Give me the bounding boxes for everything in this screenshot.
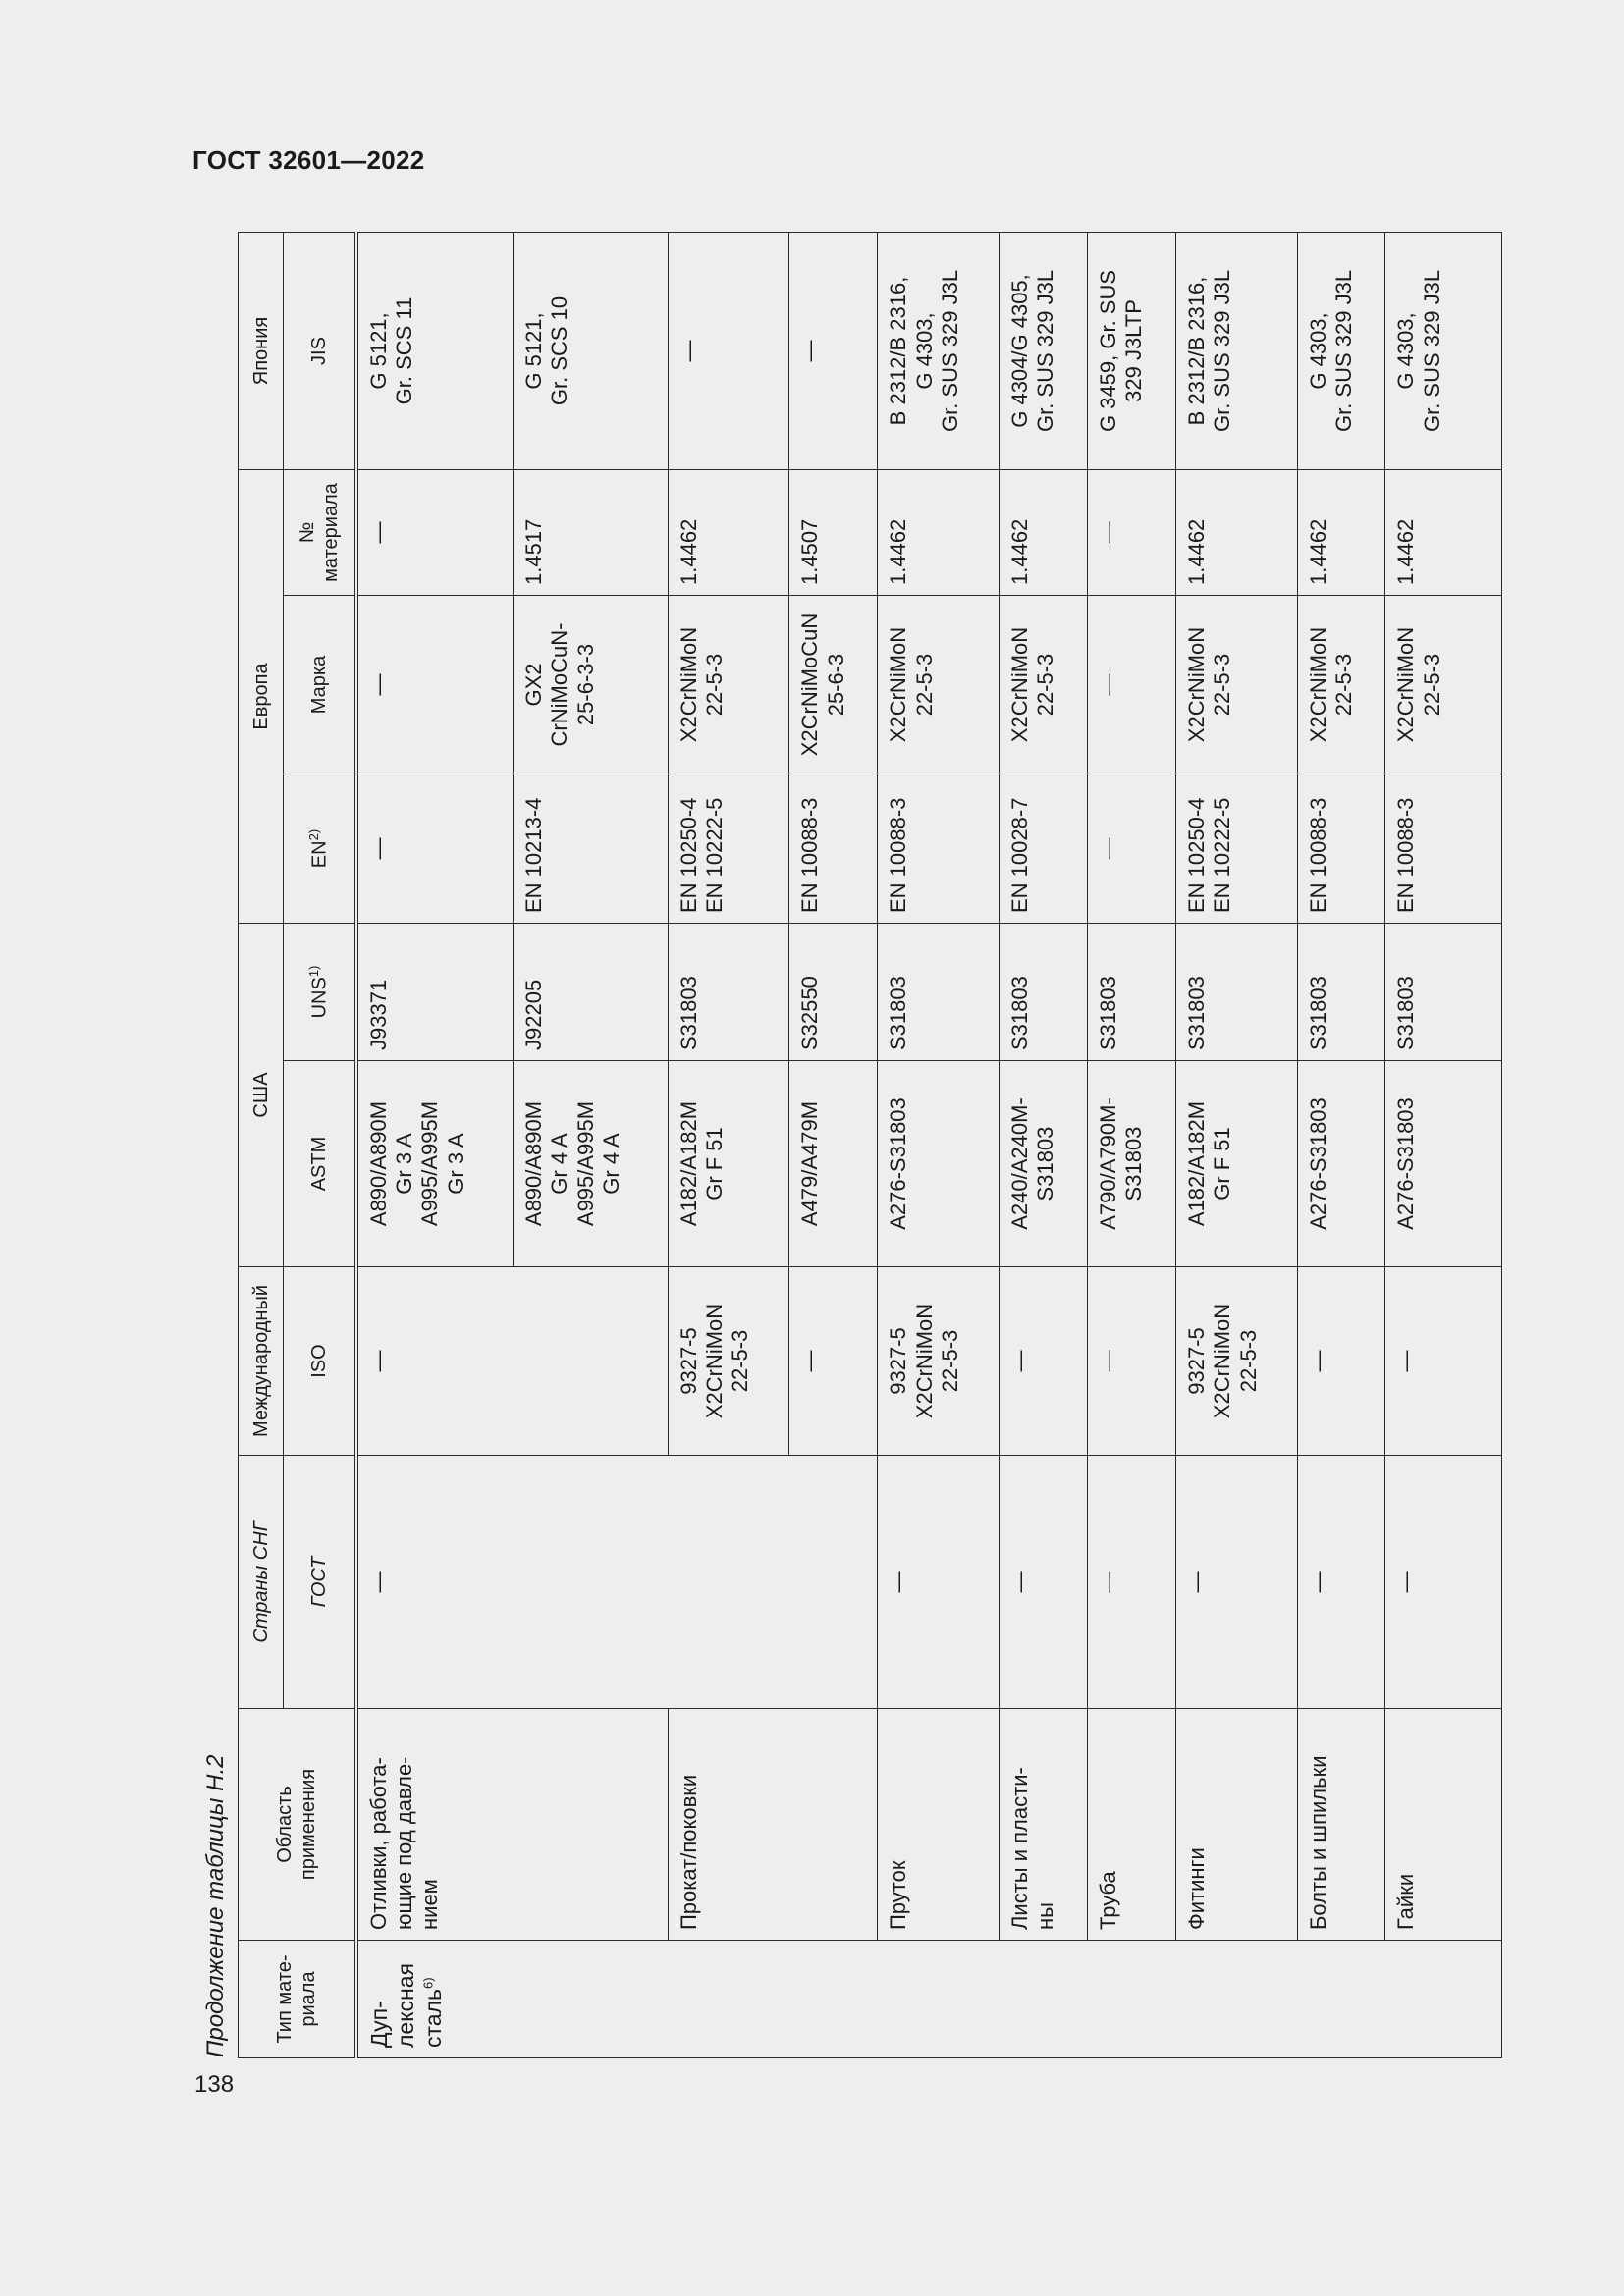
cell-uns: S31803 <box>1175 924 1297 1061</box>
cell-material-no: 1.4462 <box>668 469 789 595</box>
cell-grade: X2CrNiMoN 22-5-3 <box>1385 596 1502 774</box>
cell-grade: — <box>356 596 514 774</box>
cell-en: EN 10250-4 EN 10222-5 <box>1175 774 1297 924</box>
cell-material-no: 1.4507 <box>789 469 878 595</box>
cell-astm: A182/A182M Gr F 51 <box>668 1061 789 1267</box>
cell-en: EN 10088-3 <box>878 774 1000 924</box>
header-application: Область применения <box>239 1709 356 1941</box>
materials-table <box>238 232 1502 2058</box>
cell-astm: A276-S31803 <box>878 1061 1000 1267</box>
header-material-no: № материала <box>284 469 356 595</box>
header-jis: JIS <box>284 232 356 469</box>
table-row <box>1297 232 1385 2057</box>
material-type-text: Дуп- лексная сталь <box>365 1963 446 2048</box>
cell-en: EN 10088-3 <box>1297 774 1385 924</box>
header-uns <box>284 924 356 1061</box>
cell-jis: B 2312/B 2316, G 4303, Gr. SUS 329 J3L <box>878 232 1000 469</box>
header-europe: Европа <box>239 469 284 923</box>
cell-iso: — <box>1000 1267 1088 1456</box>
cell-astm: A276-S31803 <box>1385 1061 1502 1267</box>
cell-iso: — <box>789 1267 878 1456</box>
cell-material-type <box>356 1941 1502 2058</box>
header-astm: ASTM <box>284 1061 356 1267</box>
cell-jis: — <box>789 232 878 469</box>
cell-gost: — <box>1087 1456 1175 1709</box>
cell-grade: GX2 CrNiMoCuN- 25-6-3-3 <box>513 596 668 774</box>
cell-application: Труба <box>1087 1709 1175 1941</box>
cell-iso: 9327-5 X2CrNiMoN 22-5-3 <box>668 1267 789 1456</box>
cell-en: EN 10088-3 <box>1385 774 1502 924</box>
cell-uns: S31803 <box>1297 924 1385 1061</box>
header-uns-text: UNS <box>308 977 331 1019</box>
cell-application: Отливки, работа- ющие под давле- нием <box>356 1709 669 1941</box>
cell-astm: A182/A182M Gr F 51 <box>1175 1061 1297 1267</box>
cell-uns: J92205 <box>513 924 668 1061</box>
header-en-footnote: 2) <box>305 828 321 841</box>
cell-grade: X2CrNiMoN 22-5-3 <box>1000 596 1088 774</box>
table-row <box>1175 232 1297 2057</box>
cell-gost: — <box>1000 1456 1088 1709</box>
cell-material-no: 1.4462 <box>1175 469 1297 595</box>
cell-material-no: 1.4462 <box>878 469 1000 595</box>
cell-gost: — <box>878 1456 1000 1709</box>
cell-jis: G 4304/G 4305, Gr. SUS 329 J3L <box>1000 232 1088 469</box>
header-grade: Марка <box>284 596 356 774</box>
cell-astm: A890/A890M Gr 3 A A995/A995M Gr 3 A <box>356 1061 514 1267</box>
header-cis: Страны СНГ <box>239 1456 284 1709</box>
cell-uns: S32550 <box>789 924 878 1061</box>
cell-material-no: — <box>356 469 514 595</box>
cell-application: Пруток <box>878 1709 1000 1941</box>
cell-gost: — <box>1175 1456 1297 1709</box>
cell-iso: — <box>356 1267 669 1456</box>
cell-iso: 9327-5 X2CrNiMoN 22-5-3 <box>1175 1267 1297 1456</box>
header-gost: ГОСТ <box>284 1456 356 1709</box>
cell-material-no: 1.4462 <box>1385 469 1502 595</box>
cell-material-no: 1.4462 <box>1000 469 1088 595</box>
cell-astm: A890/A890M Gr 4 A A995/A995M Gr 4 A <box>513 1061 668 1267</box>
cell-gost: — <box>1385 1456 1502 1709</box>
header-material-type: Тип мате- риала <box>239 1941 356 2058</box>
header-en-text: EN <box>308 840 331 869</box>
cell-material-no: — <box>1087 469 1175 595</box>
document-title: ГОСТ 32601—2022 <box>192 145 425 175</box>
cell-iso: 9327-5 X2CrNiMoN 22-5-3 <box>878 1267 1000 1456</box>
table-row <box>1087 232 1175 2057</box>
table-body <box>356 232 1502 2057</box>
cell-en: — <box>1087 774 1175 924</box>
cell-application: Фитинги <box>1175 1709 1297 1941</box>
cell-uns: S31803 <box>1385 924 1502 1061</box>
table-row <box>878 232 1000 2057</box>
table-row <box>1385 232 1502 2057</box>
cell-astm: A276-S31803 <box>1297 1061 1385 1267</box>
cell-en: EN 10250-4 EN 10222-5 <box>668 774 789 924</box>
cell-jis: G 4303, Gr. SUS 329 J3L <box>1297 232 1385 469</box>
header-iso: ISO <box>284 1267 356 1456</box>
cell-jis: G 3459, Gr. SUS 329 J3LTP <box>1087 232 1175 469</box>
header-usa: США <box>239 924 284 1267</box>
cell-grade: — <box>1087 596 1175 774</box>
cell-gost: — <box>1297 1456 1385 1709</box>
cell-iso: — <box>1297 1267 1385 1456</box>
table-row <box>668 232 789 2057</box>
cell-jis: G 5121, Gr. SCS 11 <box>356 232 514 469</box>
cell-uns: J93371 <box>356 924 514 1061</box>
cell-material-no: 1.4462 <box>1297 469 1385 595</box>
cell-iso: — <box>1385 1267 1502 1456</box>
cell-en: EN 10028-7 <box>1000 774 1088 924</box>
cell-astm: A479/A479M <box>789 1061 878 1267</box>
cell-grade: X2CrNiMoN 22-5-3 <box>668 596 789 774</box>
cell-grade: X2CrNiMoN 22-5-3 <box>878 596 1000 774</box>
cell-jis: G 4303, Gr. SUS 329 J3L <box>1385 232 1502 469</box>
cell-uns: S31803 <box>878 924 1000 1061</box>
cell-gost: — <box>356 1456 878 1709</box>
cell-en: EN 10088-3 <box>789 774 878 924</box>
cell-jis: G 5121, Gr. SCS 10 <box>513 232 668 469</box>
cell-application: Листы и пласти- ны <box>1000 1709 1088 1941</box>
header-uns-footnote: 1) <box>305 965 321 978</box>
cell-jis: — <box>668 232 789 469</box>
cell-uns: S31803 <box>1087 924 1175 1061</box>
cell-application: Болты и шпильки <box>1297 1709 1385 1941</box>
cell-en: EN 10213-4 <box>513 774 668 924</box>
header-en <box>284 774 356 924</box>
table-caption: Продолжение таблицы Н.2 <box>202 1754 229 2057</box>
cell-jis: B 2312/B 2316, Gr. SUS 329 J3L <box>1175 232 1297 469</box>
material-type-footnote: 6) <box>420 1977 436 1990</box>
page-number: 138 <box>194 2071 235 2098</box>
cell-application: Прокат/поковки <box>668 1709 878 1941</box>
cell-uns: S31803 <box>668 924 789 1061</box>
rotated-table-frame <box>238 233 1502 2058</box>
cell-astm: A240/A240M- S31803 <box>1000 1061 1088 1267</box>
table-row <box>1000 232 1088 2057</box>
cell-astm: A790/A790M- S31803 <box>1087 1061 1175 1267</box>
cell-grade: X2CrNiMoCuN 25-6-3 <box>789 596 878 774</box>
cell-iso: — <box>1087 1267 1175 1456</box>
header-international: Международный <box>239 1267 284 1456</box>
cell-application: Гайки <box>1385 1709 1502 1941</box>
cell-grade: X2CrNiMoN 22-5-3 <box>1175 596 1297 774</box>
header-japan: Япония <box>239 232 284 469</box>
cell-grade: X2CrNiMoN 22-5-3 <box>1297 596 1385 774</box>
cell-en: — <box>356 774 514 924</box>
cell-uns: S31803 <box>1000 924 1088 1061</box>
table-row <box>356 232 514 2057</box>
cell-material-no: 1.4517 <box>513 469 668 595</box>
